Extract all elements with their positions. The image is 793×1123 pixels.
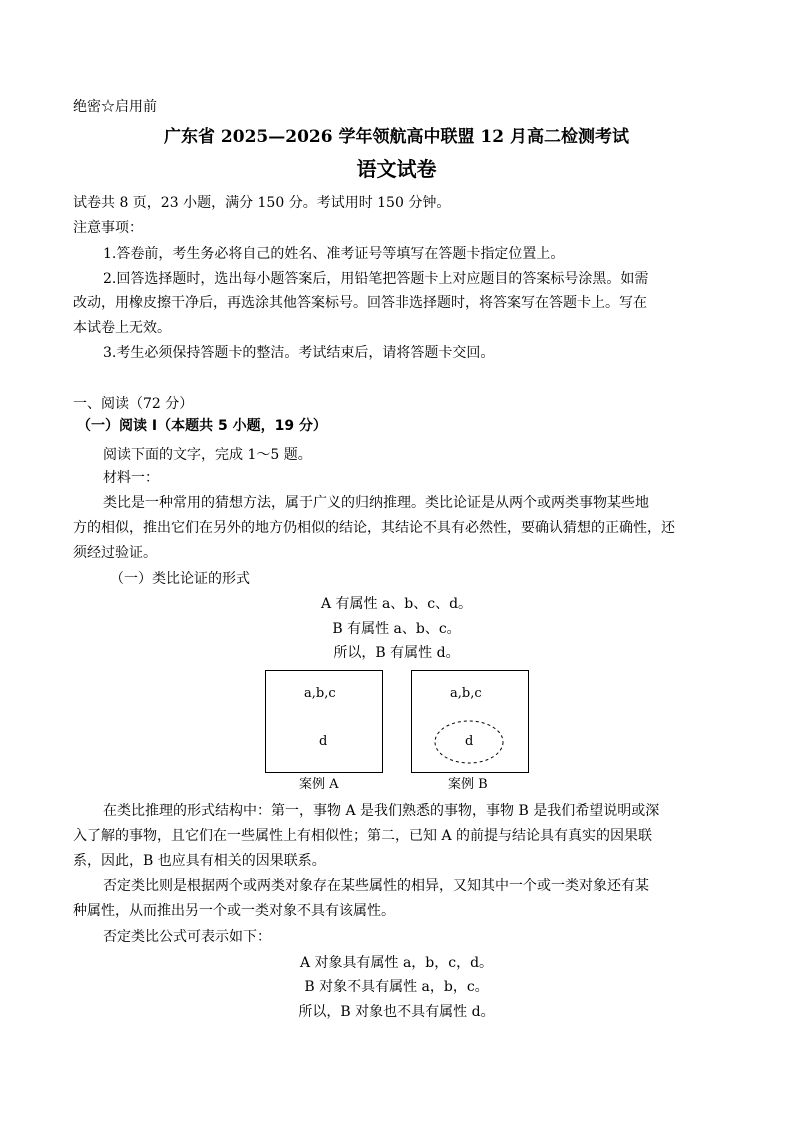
reading-instruction: 阅读下面的文字，完成 1～5 题。: [103, 447, 312, 463]
material-p3-line-1: 否定类比则是根据两个或两类对象存在某些属性的相异，又知其中一个或一类对象还有某: [103, 878, 649, 894]
note-item-2-line-1: 2.回答选择题时，选出每小题答案后，用铅笔把答题卡上对应题目的答案标号涂黑。如需: [103, 271, 649, 287]
section-heading: 一、阅读（72 分）: [73, 396, 194, 412]
note-item-3: 3.考生必须保持答题卡的整洁。考试结束后，请将答题卡交回。: [103, 345, 495, 361]
case-b-label: 案例 B: [448, 777, 488, 792]
note-item-2-line-3: 本试卷上无效。: [73, 320, 171, 336]
material-p2-line-2: 入了解的事物，且它们在一些属性上有相似性；第二，已知 A 的前提与结论具有真实的因果联: [73, 828, 653, 844]
material-p2-line-1: 在类比推理的形式结构中：第一，事物 A 是我们熟悉的事物，事物 B 是我们希望说明或深: [103, 803, 660, 819]
case-a-attributes: a,b,c: [304, 686, 336, 701]
secret-label: 绝密☆启用前: [73, 99, 157, 115]
material-label: 材料一：: [103, 470, 159, 486]
case-b-box: [411, 670, 529, 773]
negative-form-line-2: B 对象不具有属性 a，b，c。: [304, 979, 489, 995]
material-p4: 否定类比公式可表示如下：: [103, 929, 271, 945]
material-p3-line-2: 种属性，从而推出另一个或一类对象不具有该属性。: [73, 903, 395, 919]
section-subheading: （一）阅读 I（本题共 5 小题，19 分）: [77, 418, 327, 434]
case-b-d: d: [465, 734, 474, 749]
case-a-box: [265, 670, 383, 773]
negative-form-line-3: 所以，B 对象也不具有属性 d。: [298, 1004, 495, 1020]
exam-info: 试卷共 8 页，23 小题，满分 150 分。考试用时 150 分钟。: [73, 195, 451, 211]
note-item-1: 1.答卷前，考生务必将自己的姓名、准考证号等填写在答题卡指定位置上。: [103, 246, 565, 262]
case-b-attributes: a,b,c: [450, 686, 482, 701]
note-item-2-line-2: 改动，用橡皮擦干净后，再选涂其他答案标号。回答非选择题时，将答案写在答题卡上。写在: [73, 295, 647, 311]
notes-heading: 注意事项：: [73, 220, 143, 236]
exam-title: 广东省 2025—2026 学年领航高中联盟 12 月高二检测考试: [164, 127, 629, 147]
material-p1-line-1: 类比是一种常用的猜想方法，属于广义的归纳推理。类比论证是从两个或两类事物某些地: [103, 495, 649, 511]
form-line-2: B 有属性 a、b、c。: [332, 621, 461, 637]
material-p1-line-3: 须经过验证。: [73, 545, 157, 561]
negative-form-line-1: A 对象具有属性 a，b，c，d。: [299, 955, 494, 971]
form-heading: （一）类比论证的形式: [110, 571, 250, 587]
form-line-3: 所以，B 有属性 d。: [333, 645, 460, 661]
material-p2-line-3: 系，因此，B 也应具有相关的因果联系。: [73, 853, 326, 869]
form-line-1: A 有属性 a、b、c、d。: [320, 596, 473, 612]
case-a-d: d: [319, 734, 328, 749]
material-p1-line-2: 方的相似，推出它们在另外的地方仍相似的结论，其结论不具有必然性，要确认猜想的正确性，还: [73, 520, 675, 536]
subject-title: 语文试卷: [356, 157, 437, 181]
case-a-label: 案例 A: [299, 777, 339, 792]
